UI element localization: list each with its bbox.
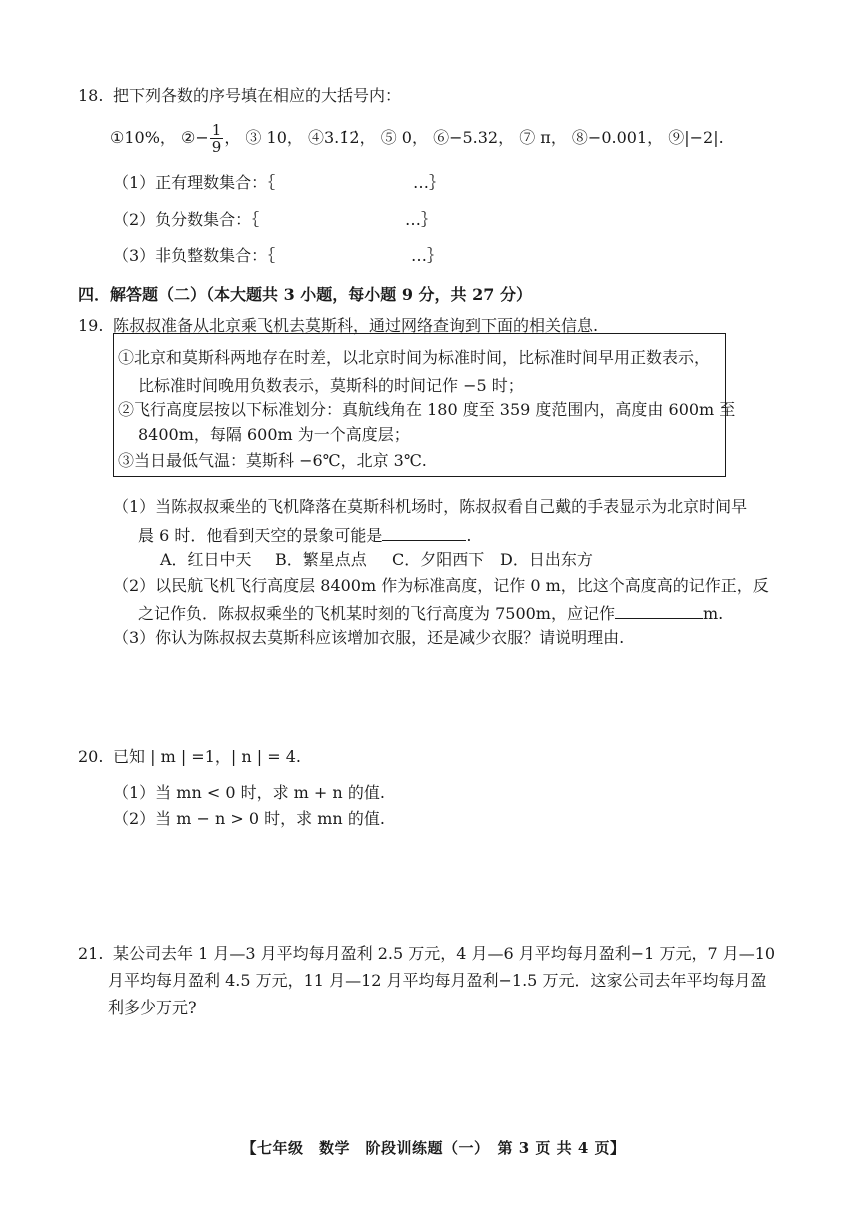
option-b: B．繁星点点: [275, 550, 367, 569]
q21-number: 21.: [78, 944, 104, 963]
q19-number: 19.: [78, 316, 104, 335]
fraction-numerator: 1: [211, 121, 222, 139]
q21-line2: 月平均每月盈利 4.5 万元，11 月—12 月平均每月盈利−1.5 万元．这家公司去年平均每月盈: [108, 971, 767, 990]
info-line-2: 比标准时间晚用负数表示，莫斯科的时间记作 −5 时；: [138, 376, 524, 395]
option-a: A．红日中天: [160, 550, 252, 569]
q19-part2-line1: （2）以民航飞机飞行高度层 8400m 作为标准高度，记作 0 m，比这个高度高的记作正，反: [113, 576, 769, 595]
q19-part1-line2: [138, 524, 471, 545]
info-line-1: ①北京和莫斯科两地存在时差，以北京时间为标准时间，比标准时间早用正数表示，: [118, 348, 711, 367]
set-negative-fraction-label: （2）负分数集合：｛: [113, 210, 260, 229]
fraction-denominator: 9: [211, 138, 222, 156]
item-2-suffix: ，: [224, 128, 241, 147]
q19-part1-end: .: [466, 526, 472, 545]
answer-blank-2[interactable]: [615, 602, 703, 619]
q21-line3: 利多少万元?: [108, 998, 197, 1017]
set-negative-fraction-tail: …｝: [405, 210, 438, 229]
option-c: C．夕阳西下: [392, 550, 485, 569]
q19-part2-text: 之记作负．陈叔叔乘坐的飞机某时刻的飞行高度为 7500m，应记作: [138, 604, 615, 623]
info-line-5: ③当日最低气温：莫斯科 −6℃，北京 3℃.: [118, 451, 427, 470]
item-5: ⑤ 0，: [380, 128, 428, 147]
q18-number-list: [110, 122, 724, 155]
item-3: ③ 10，: [245, 128, 303, 147]
q19-part1-line1: （1）当陈叔叔乘坐的飞机降落在莫斯科机场时，陈叔叔看自己戴的手表显示为北京时间早: [113, 497, 748, 516]
q19-part1-text: 晨 6 时．他看到天空的景象可能是: [138, 526, 383, 545]
option-d: D．日出东方: [500, 550, 593, 569]
answer-blank-1[interactable]: [382, 524, 466, 541]
item-8: ⑧−0.001，: [571, 128, 664, 147]
page-footer: 【七年级 数学 阶段训练题（一） 第 3 页 共 4 页】: [241, 1139, 626, 1157]
item-2-prefix: ②−: [181, 128, 209, 147]
q20-part1: （1）当 mn < 0 时，求 m + n 的值.: [113, 783, 385, 802]
q18-stem: 把下列各数的序号填在相应的大括号内：: [113, 86, 402, 105]
set-positive-rational-label: （1）正有理数集合：｛: [113, 173, 276, 192]
info-line-4: 8400m，每隔 600m 为一个高度层；: [138, 425, 410, 444]
item-4: ④3.1̇2̇，: [307, 128, 376, 147]
set-nonnegative-integer-label: （3）非负整数集合：｛: [113, 246, 276, 265]
item-2-fraction: [210, 122, 224, 155]
section-heading: 四．解答题（二）（本大题共 3 小题，每小题 9 分，共 27 分）: [78, 285, 532, 304]
q19-part2-end: m.: [702, 604, 724, 623]
item-1: ①10%，: [110, 128, 176, 147]
set-nonnegative-integer-tail: …｝: [411, 246, 444, 265]
set-positive-rational-tail: …｝: [413, 173, 446, 192]
q19-stem: 陈叔叔准备从北京乘飞机去莫斯科，通过网络查询到下面的相关信息.: [113, 316, 599, 335]
q20-number: 20.: [78, 747, 104, 766]
info-line-3: ②飞行高度层按以下标准划分：真航线角在 180 度至 359 度范围内，高度由 600m 至: [118, 400, 736, 419]
item-9: ⑨|−2|.: [668, 128, 724, 147]
item-7: ⑦ π，: [519, 128, 567, 147]
q20-part2: （2）当 m − n > 0 时，求 mn 的值.: [113, 809, 385, 828]
q21-line1: 某公司去年 1 月—3 月平均每月盈利 2.5 万元，4 月—6 月平均每月盈利−1 万元，7 月—10: [113, 944, 776, 963]
q19-part2-line2: [138, 602, 723, 623]
q20-stem: 已知 | m | =1，| n | = 4.: [113, 747, 301, 766]
item-6: ⑥−5.32，: [433, 128, 515, 147]
q19-part3: （3）你认为陈叔叔去莫斯科应该增加衣服，还是减少衣服？请说明理由.: [113, 628, 625, 647]
q18-number: 18.: [78, 86, 104, 105]
